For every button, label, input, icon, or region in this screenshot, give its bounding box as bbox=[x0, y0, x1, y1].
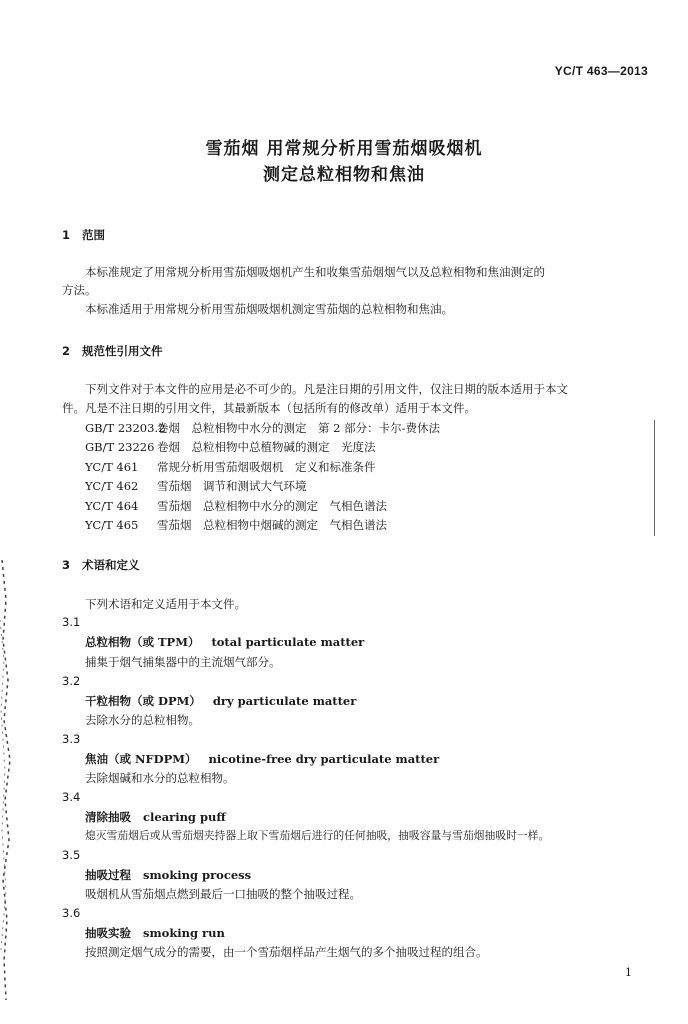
term-name bbox=[85, 693, 356, 709]
terms-intro: 下列术语和定义适用于本文件。 bbox=[85, 597, 246, 611]
term-zh: 抽吸实验 bbox=[85, 926, 131, 940]
standard-code: YC/T 463—2013 bbox=[554, 64, 648, 78]
term-name bbox=[85, 925, 225, 941]
term-zh: 抽吸过程 bbox=[85, 868, 131, 882]
term-number: 3.3 bbox=[62, 732, 81, 746]
reference-code: GB/T 23226 bbox=[85, 440, 155, 454]
section-1-heading bbox=[62, 227, 105, 243]
reference-title: 卷烟 总粒相物中水分的测定 第 2 部分：卡尔-费休法 bbox=[157, 421, 441, 435]
reference-item bbox=[85, 478, 307, 494]
scope-para-1-line-2: 方法。 bbox=[62, 283, 97, 297]
reference-item bbox=[85, 459, 376, 475]
term-number: 3.6 bbox=[62, 906, 81, 920]
reference-title: 常规分析用雪茄烟吸烟机 定义和标准条件 bbox=[157, 460, 376, 474]
term-en: dry particulate matter bbox=[212, 694, 357, 708]
reference-item bbox=[85, 420, 440, 436]
reference-title: 卷烟 总粒相物中总植物碱的测定 光度法 bbox=[157, 440, 376, 454]
term-name bbox=[85, 867, 251, 883]
reference-title: 雪茄烟 总粒相物中水分的测定 气相色谱法 bbox=[157, 499, 387, 513]
section-title: 规范性引用文件 bbox=[82, 344, 163, 358]
term-number: 3.4 bbox=[62, 790, 81, 804]
term-definition: 去除烟碱和水分的总粒相物。 bbox=[85, 771, 235, 785]
title-line-2: 测定总粒相物和焦油 bbox=[263, 165, 425, 185]
term-en: clearing puff bbox=[143, 810, 226, 824]
section-number: 3 bbox=[62, 558, 71, 572]
margin-rule bbox=[654, 420, 655, 536]
title-line-1: 雪茄烟 用常规分析用雪茄烟吸烟机 bbox=[205, 139, 483, 159]
term-en: smoking run bbox=[143, 926, 225, 940]
section-title: 术语和定义 bbox=[82, 558, 140, 572]
term-definition: 按照测定烟气成分的需要，由一个雪茄烟样品产生烟气的多个抽吸过程的组合。 bbox=[85, 945, 488, 959]
reference-item bbox=[85, 439, 376, 455]
scope-para-2: 本标准适用于用常规分析用雪茄烟吸烟机测定雪茄烟的总粒相物和焦油。 bbox=[85, 302, 453, 316]
term-definition: 去除水分的总粒相物。 bbox=[85, 713, 200, 727]
term-zh: 清除抽吸 bbox=[85, 810, 131, 824]
page-number: 1 bbox=[625, 966, 632, 979]
reference-code: YC/T 465 bbox=[85, 518, 139, 532]
term-en: smoking process bbox=[143, 868, 252, 882]
term-definition: 捕集于烟气捕集器中的主流烟气部分。 bbox=[85, 655, 281, 669]
term-name bbox=[85, 809, 226, 825]
reference-code: YC/T 464 bbox=[85, 499, 139, 513]
term-zh: 总粒相物（或 TPM） bbox=[85, 635, 200, 649]
reference-code: YC/T 462 bbox=[85, 479, 139, 493]
term-definition: 吸烟机从雪茄烟点燃到最后一口抽吸的整个抽吸过程。 bbox=[85, 887, 361, 901]
section-3-heading bbox=[62, 557, 140, 573]
section-number: 1 bbox=[62, 228, 71, 242]
term-en: nicotine-free dry particulate matter bbox=[208, 752, 440, 766]
term-definition: 熄灭雪茄烟后或从雪茄烟夹持器上取下雪茄烟后进行的任何抽吸，抽吸容量与雪茄烟抽吸时一样。 bbox=[85, 829, 550, 842]
reference-code: GB/T 23203.2 bbox=[85, 421, 166, 435]
term-number: 3.5 bbox=[62, 848, 81, 862]
term-en: total particulate matter bbox=[211, 635, 365, 649]
term-zh: 焦油（或 NFDPM） bbox=[85, 752, 197, 766]
section-2-heading bbox=[62, 343, 163, 359]
scan-edge-artifact bbox=[0, 560, 30, 1000]
refs-intro-line-1: 下列文件对于本文件的应用是必不可少的。凡是注日期的引用文件，仅注日期的版本适用于本文 bbox=[85, 382, 568, 396]
section-number: 2 bbox=[62, 344, 71, 358]
term-name bbox=[85, 634, 364, 650]
reference-title: 雪茄烟 调节和测试大气环境 bbox=[157, 479, 307, 493]
reference-code: YC/T 461 bbox=[85, 460, 139, 474]
reference-title: 雪茄烟 总粒相物中烟碱的测定 气相色谱法 bbox=[157, 518, 387, 532]
term-zh: 干粒相物（或 DPM） bbox=[85, 694, 201, 708]
reference-item bbox=[85, 498, 387, 514]
refs-intro-line-2: 件。凡是不注日期的引用文件，其最新版本（包括所有的修改单）适用于本文件。 bbox=[62, 401, 476, 415]
term-name bbox=[85, 751, 439, 767]
section-title: 范围 bbox=[82, 228, 105, 242]
reference-item bbox=[85, 517, 387, 533]
term-number: 3.2 bbox=[62, 674, 81, 688]
scope-para-1-line-1: 本标准规定了用常规分析用雪茄烟吸烟机产生和收集雪茄烟烟气以及总粒相物和焦油测定的 bbox=[85, 265, 545, 279]
term-number: 3.1 bbox=[62, 615, 81, 629]
